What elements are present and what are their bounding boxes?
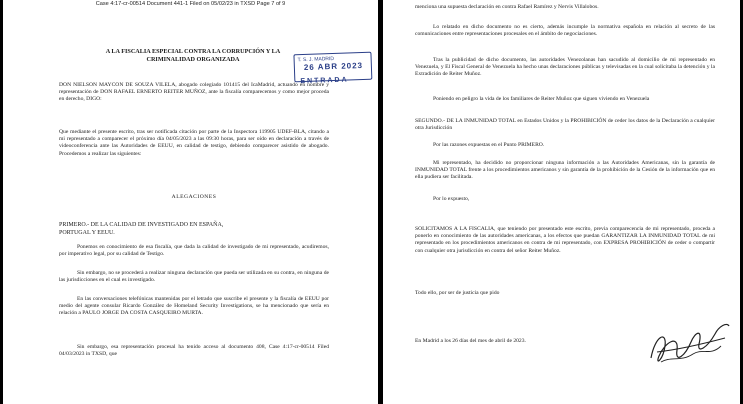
paragraph-justicia: Todo ello, por ser de justicia que pido — [415, 290, 500, 296]
paragraph-documento-408: Sin embargo, esa representación procesal ha tenido acceso al documento 408, Case 4:17-cr-00514 Filed 04/03/2023 in TXSD, que — [59, 344, 329, 358]
document-page-left — [3, 0, 378, 404]
paragraph-por-lo-expuesto: Por lo expuesto, — [433, 196, 470, 202]
addressee-title-line2: CRIMINALIDAD ORGANIZADA — [146, 56, 240, 63]
stamp-entrada: ENTRADA — [300, 76, 349, 86]
document-page-right — [383, 0, 740, 404]
paragraph-razones: Por las razones expuestas en el Punto PRIMERO. — [433, 142, 545, 148]
stamp-court-text: T. S. J. MADRID — [297, 55, 335, 64]
paragraph-conversaciones: En las conversaciones telefónicas mantenidas por el letrado que suscribe el presente y la fiscalía de EEUU por medio del agente consular Ricardo González de Homeland Security Investigations, se ha mencionado que sería en relación a PAULO JORGE DA COSTA CASQUEIRO MURTA. — [59, 296, 329, 317]
place-date-line: En Madrid a los 26 días del mes de abril de 2023. — [415, 338, 526, 344]
paragraph-citation: Que mediante el presente escrito, tras ser notificada citación por parte de la Inspectora 119905 UDEF-BLA, citando a mi representado a comparecer el próximo día 04/05/2023 a las 09:30 horas, para ser oído en declaración a través de videoconferencia ante las Autoridades de EEUU, en calidad de testigo, debiendo comparecer asistido de abogado. Procedemos a realizar las siguientes: — [59, 129, 329, 157]
court-filing-header: Case 4:17-cr-00514 Document 441-1 Filed on 05/02/23 in TXSD Page 7 of 9 — [95, 1, 286, 7]
paragraph-investigado: Ponemos en conocimiento de esa fiscalía, que dada la calidad de investigado de mi representado, acudiremos, por imperativo legal, por su calidad de Testigo. — [59, 244, 329, 258]
paragraph-menciona: menciona una supuesta declaración en contra Rafael Ramírez y Nervis Villalobos. — [415, 4, 599, 10]
paragraph-no-cierto: Lo relatado en dicho documento no es cierto, además incumple la normativa española en relación al secreto de las comunicaciones entre representaciones procesales en el ámbito de negociaciones. — [415, 24, 715, 38]
section-primero-heading-line2: PORTUGAL Y EEUU. — [59, 230, 115, 236]
alegaciones-heading: ALEGACIONES — [171, 194, 217, 200]
paragraph-peligro: Poniendo en peligro la vida de los familiares de Reiter Muñoz que siguen viviendo en Venezuela — [433, 96, 650, 102]
addressee-title-line1: A LA FISCALIA ESPECIAL CONTRA LA CORRUPCIÓN Y LA — [105, 48, 281, 55]
paragraph-solicitamos: SOLICITAMOS A LA FISCALIA, que teniendo por presentado este escrito, previa comparecencia de mi representado, proceda a ponerlo en conocimiento de las autoridades americanas, a los efectos que puedan GARANTIZAR LA INMUNIDAD TOTAL de mi representado en los procedimientos americanos en contra de mi representado, con EXPRESA PROHIBICIÓN de ceder o compartir con cualquier otra jurisdicción en contra del señor Reiter Muñoz. — [415, 226, 715, 254]
paragraph-inmunidad: Mi representado, ha decidido no proporcionar ninguna información a las Autoridades Americanas, sin la garantía de INMUNIDAD TOTAL frente a los procedimientos americanos y sin garantía de la prohibición de la Cesión de la información que en ella pudiera ser facilitada. — [415, 160, 715, 181]
signature — [645, 316, 735, 372]
intro-paragraph: DON NIELSON MAYCON DE SOUZA VILELA, abogado colegiado 101415 del IcaMadrid, actuando en nombre y representación de DON RAFAEL ERNERTO REITER MUÑOZ, ante la fiscalía comparecemos y como mejor proceda en derecho, DIGO: — [59, 82, 329, 103]
section-primero-heading-line1: PRIMERO.- DE LA CALIDAD DE INVESTIGADO EN ESPAÑA, — [59, 222, 224, 228]
paragraph-no-declaracion: Sin embargo, no se procederá a realizar ninguna declaración que pueda ser utilizada en su contra, en ninguna de las jurisdicciones en el cual es investigado. — [59, 270, 329, 284]
section-segundo: SEGUNDO.- DE LA INMUNIDAD TOTAL en Estados Unidos y la PROHIBICIÓN de ceder los datos de la Declaración a cualquier otra Jurisdicción — [415, 118, 715, 132]
paragraph-autoridades-venezolanas: Tras la publicidad de dicho documento, las autoridades Venezolanas han sacudido al domicilio de mi representado en Venezuela, y El Fiscal General de Venezuela ha hecho unas declaraciones públicas y televisadas en la cual solicitaba la detención y la Extradición de Reiter Muñoz. — [415, 57, 715, 78]
stamp-date: 26 ABR 2023 — [303, 60, 364, 73]
